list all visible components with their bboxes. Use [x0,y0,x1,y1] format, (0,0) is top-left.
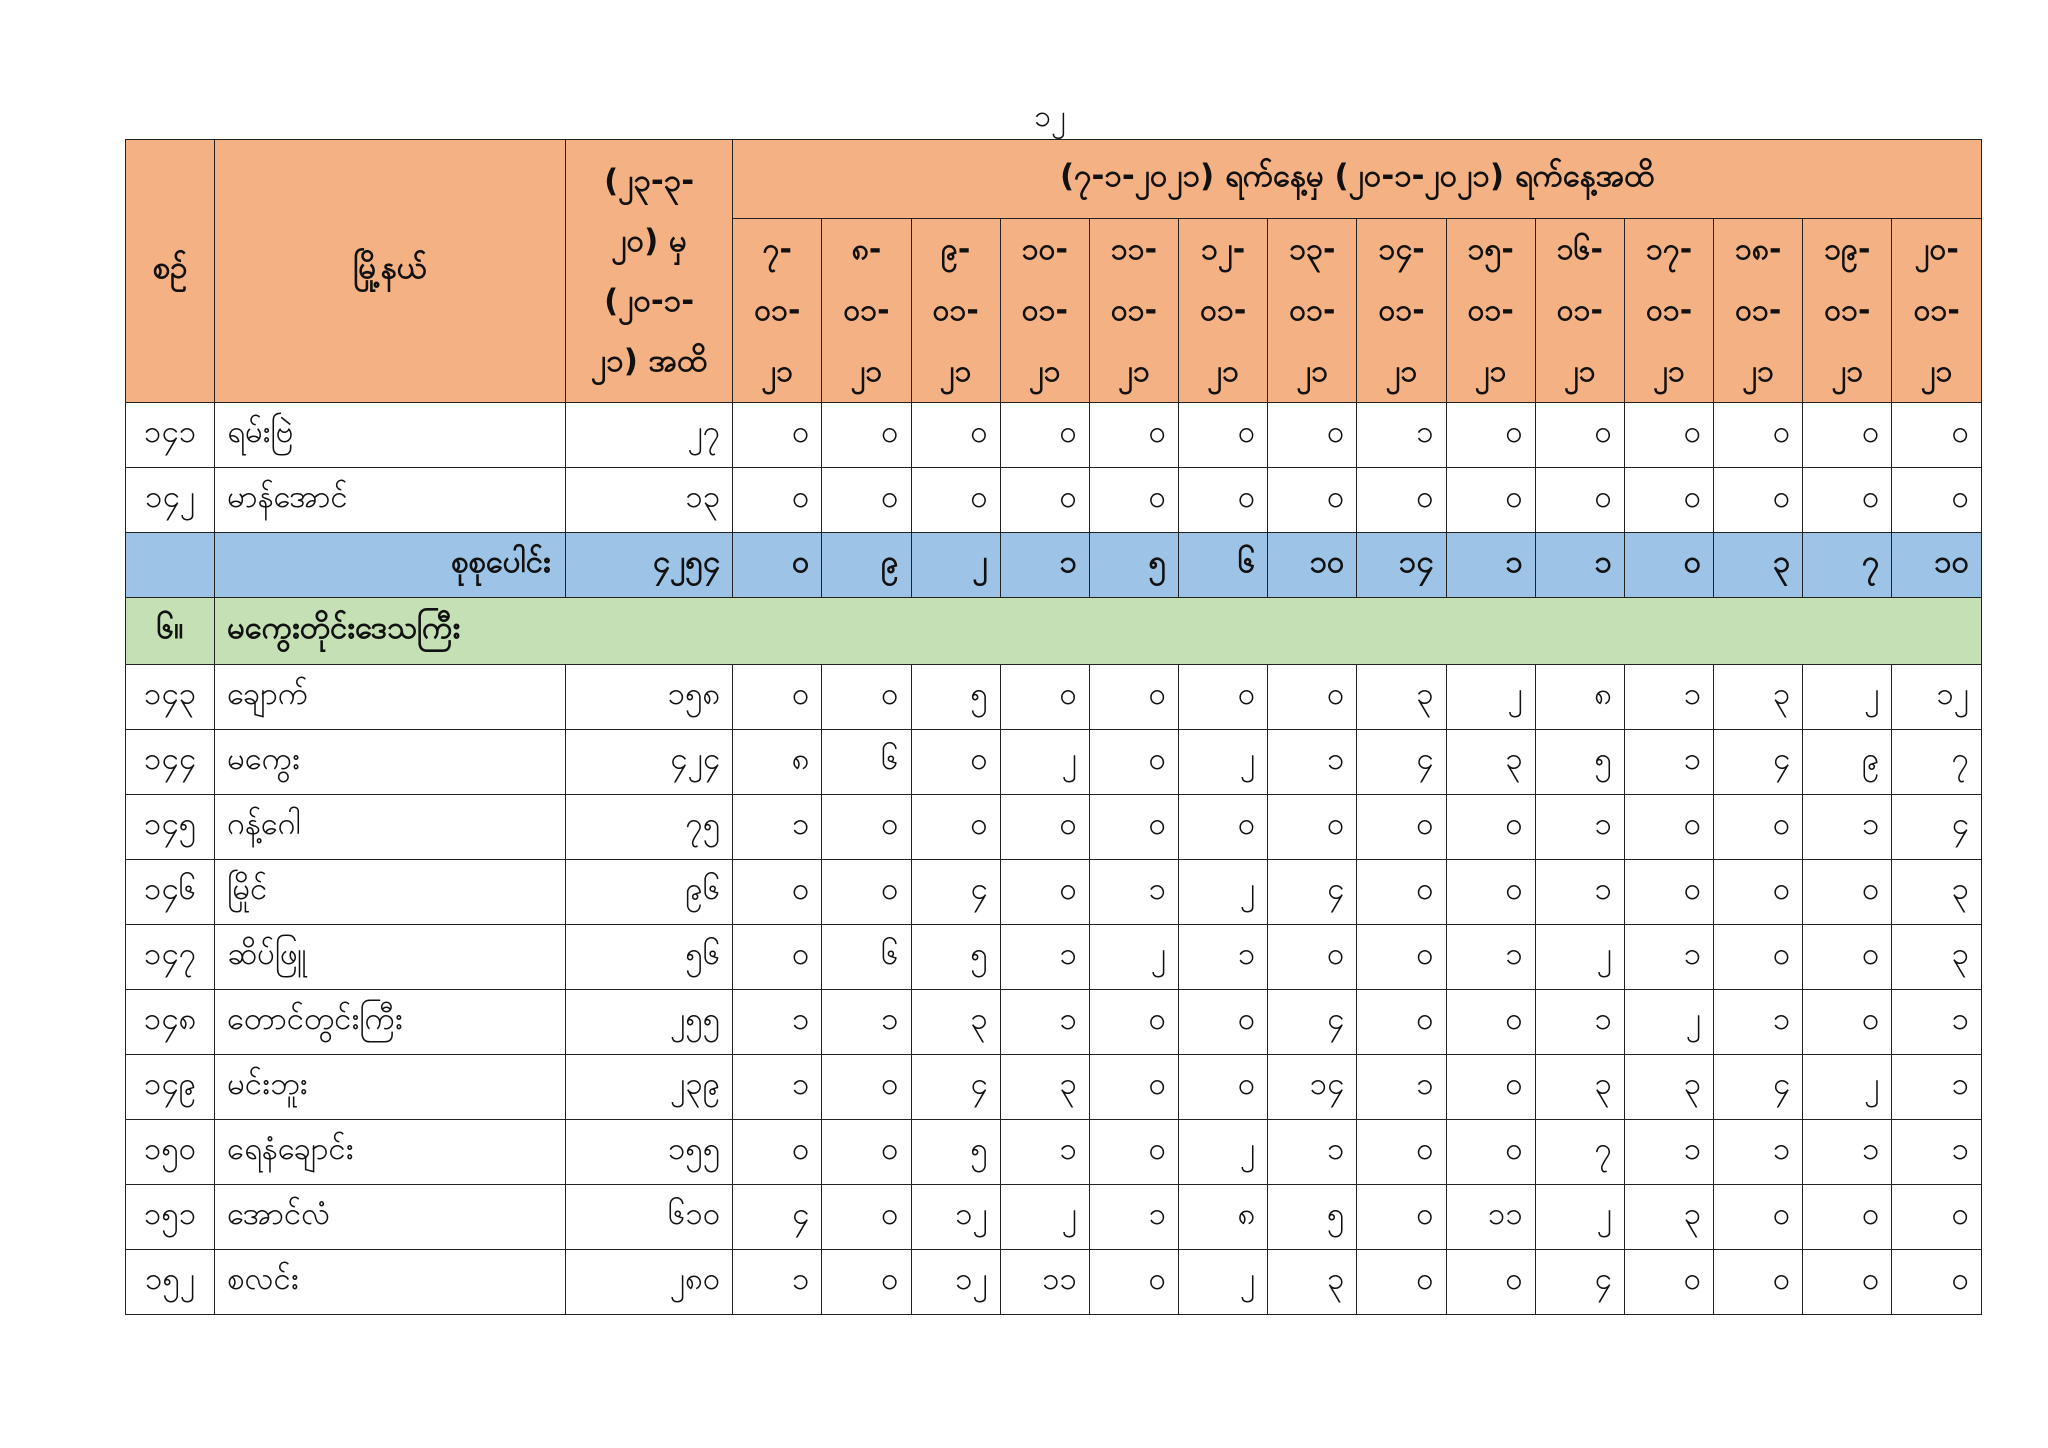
daily-count: ၅ [1268,1185,1357,1250]
township-name: မကွေး [215,730,566,795]
daily-count: ၀ [1803,925,1892,990]
daily-count: ၁၂ [911,1250,1000,1315]
table-row [126,730,1982,795]
daily-count: ၀ [1714,860,1803,925]
daily-count: ၁ [1535,990,1624,1055]
daily-count: ၀ [733,1120,822,1185]
daily-count: ၀ [1089,990,1178,1055]
section-title: မကွေးတိုင်းဒေသကြီး [215,598,1982,665]
row-number: ၁၄၆ [126,860,215,925]
daily-count: ၀ [1089,1120,1178,1185]
header-date: ၂၀- ၀၁- ၂၁ [1892,219,1982,403]
daily-count: ၂ [1000,730,1089,795]
daily-count: ၁ [1535,860,1624,925]
daily-count: ၀ [1803,1185,1892,1250]
daily-count: ၀ [733,403,822,468]
daily-count: ၀ [1357,860,1446,925]
header-no: စဉ် [126,140,215,403]
total-daily-count: ၁ [1446,533,1535,598]
header-date: ၁၉- ၀၁- ၂၁ [1803,219,1892,403]
daily-count: ၁ [1803,795,1892,860]
cumulative-total: ၂၇ [565,403,732,468]
daily-count: ၁၂ [1892,665,1982,730]
daily-count: ၁ [1446,925,1535,990]
daily-count: ၃ [1268,1250,1357,1315]
section-row [126,598,1982,665]
daily-count: ၉ [1803,730,1892,795]
daily-count: ၃ [1892,860,1982,925]
total-daily-count: ၅ [1089,533,1178,598]
daily-count: ၀ [911,468,1000,533]
table-row [126,1185,1982,1250]
daily-count: ၁ [1892,990,1982,1055]
table-row [126,990,1982,1055]
total-cumulative: ၄၂၅၄ [565,533,732,598]
cumulative-total: ၁၃ [565,468,732,533]
daily-count: ၀ [1357,468,1446,533]
daily-count: ၀ [1803,860,1892,925]
daily-count: ၀ [1268,795,1357,860]
daily-count: ၀ [1357,1250,1446,1315]
daily-count: ၀ [733,665,822,730]
daily-count: ၇ [1535,1120,1624,1185]
daily-count: ၀ [1000,860,1089,925]
cumulative-total: ၂၅၅ [565,990,732,1055]
daily-count: ၃ [1535,1055,1624,1120]
daily-count: ၀ [822,860,911,925]
cumulative-total: ၁၅၈ [565,665,732,730]
header-township: မြို့နယ် [215,140,566,403]
daily-count: ၀ [1446,1250,1535,1315]
township-name: ရမ်းဗြဲ [215,403,566,468]
daily-count: ၆ [822,730,911,795]
daily-count: ၅ [911,665,1000,730]
township-name: ဂန့်ဂေါ [215,795,566,860]
cumulative-total: ၂၈၀ [565,1250,732,1315]
daily-count: ၀ [1357,795,1446,860]
daily-count: ၀ [1179,403,1268,468]
row-number: ၁၄၅ [126,795,215,860]
daily-count: ၄ [1892,795,1982,860]
total-daily-count: ၀ [733,533,822,598]
daily-count: ၀ [1357,1185,1446,1250]
daily-count: ၁ [1714,1120,1803,1185]
daily-count: ၀ [1535,468,1624,533]
daily-count: ၅ [911,925,1000,990]
total-daily-count: ၁၀ [1268,533,1357,598]
daily-count: ၁ [1535,795,1624,860]
header-date: ၁၀- ၀၁- ၂၁ [1000,219,1089,403]
table-body [126,403,1982,1315]
table-row [126,795,1982,860]
daily-count: ၂ [1179,860,1268,925]
daily-count: ၃ [1892,925,1982,990]
daily-count: ၂ [1000,1185,1089,1250]
daily-count: ၃ [1714,665,1803,730]
total-daily-count: ၁၀ [1892,533,1982,598]
section-number: ၆။ [126,598,215,665]
daily-count: ၀ [1179,468,1268,533]
daily-count: ၈ [1535,665,1624,730]
daily-count: ၁ [1357,403,1446,468]
table-header [126,140,1982,403]
daily-count: ၀ [1535,403,1624,468]
daily-count: ၀ [1892,1250,1982,1315]
daily-count: ၀ [1714,795,1803,860]
daily-count: ၁ [1714,990,1803,1055]
total-daily-count: ၁ [1535,533,1624,598]
township-cases-table [125,139,1982,1315]
daily-count: ၁ [733,990,822,1055]
daily-count: ၀ [1357,1120,1446,1185]
daily-count: ၄ [733,1185,822,1250]
daily-count: ၀ [1892,1185,1982,1250]
daily-count: ၂ [1179,730,1268,795]
cumulative-total: ၉၆ [565,860,732,925]
daily-count: ၀ [1446,468,1535,533]
daily-count: ၂ [1803,665,1892,730]
daily-count: ၀ [822,1185,911,1250]
header-date: ၁၈- ၀၁- ၂၁ [1714,219,1803,403]
daily-count: ၀ [1446,990,1535,1055]
daily-count: ၇ [1892,730,1982,795]
daily-count: ၁၂ [911,1185,1000,1250]
header-date: ၁၅- ၀၁- ၂၁ [1446,219,1535,403]
daily-count: ၀ [1089,795,1178,860]
total-daily-count: ၁ [1000,533,1089,598]
daily-count: ၀ [911,795,1000,860]
daily-count: ၀ [1089,1250,1178,1315]
daily-count: ၂ [1179,1120,1268,1185]
table-row [126,925,1982,990]
total-daily-count: ၃ [1714,533,1803,598]
daily-count: ၁ [822,990,911,1055]
cumulative-total: ၄၂၄ [565,730,732,795]
daily-count: ၁ [1624,1120,1713,1185]
daily-count: ၀ [1268,925,1357,990]
daily-count: ၄ [1714,1055,1803,1120]
daily-count: ၀ [822,468,911,533]
township-name: အောင်လံ [215,1185,566,1250]
daily-count: ၀ [733,860,822,925]
cumulative-total: ၅၆ [565,925,732,990]
daily-count: ၁ [1089,1185,1178,1250]
daily-count: ၂ [1535,1185,1624,1250]
township-name: မင်းဘူး [215,1055,566,1120]
daily-count: ၀ [911,403,1000,468]
daily-count: ၀ [1089,403,1178,468]
daily-count: ၁ [1892,1120,1982,1185]
row-number: ၁၄၈ [126,990,215,1055]
total-daily-count: ၇ [1803,533,1892,598]
daily-count: ၀ [1624,795,1713,860]
table-row [126,468,1982,533]
daily-count: ၀ [822,1055,911,1120]
cumulative-total: ၁၅၅ [565,1120,732,1185]
township-name: စလင်း [215,1250,566,1315]
table-row [126,665,1982,730]
daily-count: ၀ [1089,730,1178,795]
total-blank [126,533,215,598]
daily-count: ၂ [1446,665,1535,730]
daily-count: ၀ [1714,925,1803,990]
row-number: ၁၄၉ [126,1055,215,1120]
daily-count: ၂ [1535,925,1624,990]
daily-count: ၁၁ [1446,1185,1535,1250]
daily-count: ၀ [822,1250,911,1315]
daily-count: ၁၁ [1000,1250,1089,1315]
daily-count: ၂ [1179,1250,1268,1315]
daily-count: ၀ [1268,403,1357,468]
row-number: ၁၅၂ [126,1250,215,1315]
daily-count: ၁ [1179,925,1268,990]
daily-count: ၀ [1714,1250,1803,1315]
daily-count: ၀ [1446,1055,1535,1120]
daily-count: ၁ [1000,1120,1089,1185]
daily-count: ၀ [1179,665,1268,730]
row-number: ၁၄၁ [126,403,215,468]
daily-count: ၀ [1714,1185,1803,1250]
daily-count: ၃ [1000,1055,1089,1120]
daily-count: ၀ [1446,1120,1535,1185]
header-date: ၇- ၀၁- ၂၁ [733,219,822,403]
daily-count: ၀ [1803,990,1892,1055]
daily-count: ၀ [1179,990,1268,1055]
row-number: ၁၅၁ [126,1185,215,1250]
total-row [126,533,1982,598]
daily-count: ၀ [1803,468,1892,533]
daily-count: ၄ [911,1055,1000,1120]
header-date: ၁၆- ၀၁- ၂၁ [1535,219,1624,403]
daily-count: ၄ [1268,990,1357,1055]
header-date: ၁၇- ၀၁- ၂၁ [1624,219,1713,403]
daily-count: ၁ [1624,665,1713,730]
daily-count: ၀ [1714,403,1803,468]
daily-count: ၀ [1892,403,1982,468]
daily-count: ၀ [1089,1055,1178,1120]
daily-count: ၁ [1000,990,1089,1055]
row-number: ၁၄၇ [126,925,215,990]
daily-count: ၀ [1357,990,1446,1055]
total-label: စုစုပေါင်း [215,533,566,598]
daily-count: ၀ [822,795,911,860]
daily-count: ၀ [1446,860,1535,925]
daily-count: ၁၄ [1268,1055,1357,1120]
daily-count: ၆ [822,925,911,990]
daily-count: ၁ [1089,860,1178,925]
cumulative-total: ၂၃၉ [565,1055,732,1120]
daily-count: ၁ [1892,1055,1982,1120]
daily-count: ၈ [733,730,822,795]
daily-count: ၀ [1268,468,1357,533]
daily-count: ၀ [1357,925,1446,990]
township-name: ရေနံချောင်း [215,1120,566,1185]
daily-count: ၀ [1268,665,1357,730]
daily-count: ၀ [911,730,1000,795]
daily-count: ၄ [911,860,1000,925]
header-date: ၁၃- ၀၁- ၂၁ [1268,219,1357,403]
daily-count: ၀ [822,665,911,730]
township-name: တောင်တွင်းကြီး [215,990,566,1055]
daily-count: ၃ [1446,730,1535,795]
daily-count: ၃ [911,990,1000,1055]
daily-count: ၄ [1714,730,1803,795]
total-daily-count: ၂ [911,533,1000,598]
row-number: ၁၅၀ [126,1120,215,1185]
daily-count: ၃ [1357,665,1446,730]
daily-count: ၁ [1268,1120,1357,1185]
total-daily-count: ၆ [1179,533,1268,598]
total-daily-count: ၀ [1624,533,1713,598]
daily-count: ၄ [1268,860,1357,925]
daily-count: ၄ [1535,1250,1624,1315]
table-row [126,403,1982,468]
daily-count: ၀ [1000,468,1089,533]
daily-count: ၀ [822,403,911,468]
daily-count: ၀ [1000,665,1089,730]
daily-count: ၁ [1624,925,1713,990]
daily-count: ၀ [1089,665,1178,730]
daily-count: ၀ [733,925,822,990]
daily-count: ၀ [1624,403,1713,468]
row-number: ၁၄၃ [126,665,215,730]
daily-count: ၄ [1357,730,1446,795]
daily-count: ၀ [1179,1055,1268,1120]
daily-count: ၃ [1624,1055,1713,1120]
daily-count: ၀ [1179,795,1268,860]
daily-count: ၁ [1624,730,1713,795]
header-date: ၁၄- ၀၁- ၂၁ [1357,219,1446,403]
daily-count: ၅ [1535,730,1624,795]
total-daily-count: ၁၄ [1357,533,1446,598]
daily-count: ၃ [1624,1185,1713,1250]
daily-count: ၀ [1803,403,1892,468]
daily-count: ၀ [1624,468,1713,533]
table-row [126,1250,1982,1315]
header-date: ၈- ၀၁- ၂၁ [822,219,911,403]
daily-count: ၀ [1000,795,1089,860]
daily-count: ၀ [1089,468,1178,533]
daily-count: ၁ [733,795,822,860]
header-range: (၂၃-၃- ၂၀) မှ (၂၀-၁- ၂၁) အထိ [565,140,732,403]
daily-count: ၀ [733,468,822,533]
row-number: ၁၄၄ [126,730,215,795]
daily-count: ၂ [1089,925,1178,990]
total-daily-count: ၉ [822,533,911,598]
table-row [126,1120,1982,1185]
daily-count: ၁ [733,1055,822,1120]
daily-count: ၁ [1803,1120,1892,1185]
daily-count: ၀ [1446,403,1535,468]
township-name: မြိုင် [215,860,566,925]
row-number: ၁၄၂ [126,468,215,533]
table-row [126,860,1982,925]
daily-count: ၂ [1803,1055,1892,1120]
daily-count: ၈ [1179,1185,1268,1250]
daily-count: ၀ [822,1120,911,1185]
daily-count: ၁ [733,1250,822,1315]
table-row [126,1055,1982,1120]
daily-count: ၀ [1803,1250,1892,1315]
daily-count: ၂ [1624,990,1713,1055]
header-period: (၇-၁-၂၀၂၁) ရက်နေ့မှ (၂၀-၁-၂၀၂၁) ရက်နေ့အထိ [733,140,1982,219]
daily-count: ၀ [1714,468,1803,533]
daily-count: ၀ [1446,795,1535,860]
daily-count: ၀ [1892,468,1982,533]
cumulative-total: ၆၁၀ [565,1185,732,1250]
daily-count: ၁ [1000,925,1089,990]
township-name: မာန်အောင် [215,468,566,533]
page-number: ၁၂ [1034,99,1066,134]
daily-count: ၀ [1624,860,1713,925]
cumulative-total: ၇၅ [565,795,732,860]
header-date: ၁၂- ၀၁- ၂၁ [1179,219,1268,403]
daily-count: ၀ [1624,1250,1713,1315]
township-name: ဆိပ်ဖြူ [215,925,566,990]
daily-count: ၅ [911,1120,1000,1185]
daily-count: ၁ [1357,1055,1446,1120]
daily-count: ၁ [1268,730,1357,795]
daily-count: ၀ [1000,403,1089,468]
header-date: ၉- ၀၁- ၂၁ [911,219,1000,403]
township-name: ချောက် [215,665,566,730]
header-date: ၁၁- ၀၁- ၂၁ [1089,219,1178,403]
